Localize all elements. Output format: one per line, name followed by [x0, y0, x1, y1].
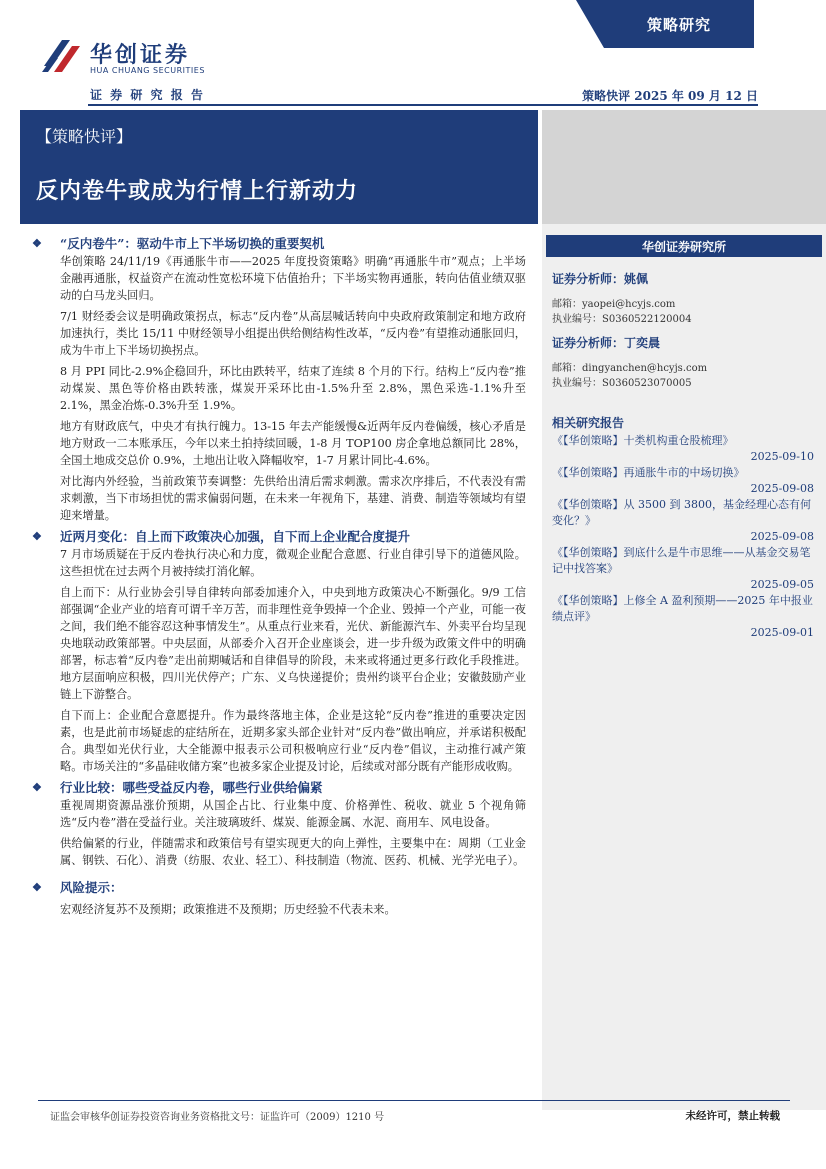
analyst-title: 证券分析师：姚佩 [552, 272, 649, 286]
company-name-en: HUA CHUANG SECURITIES [90, 66, 205, 75]
section-4 [32, 879, 526, 918]
related-reports-heading: 相关研究报告 [552, 416, 625, 430]
section-heading: ❖ “反内卷牛”：驱动牛市上下半场切换的重要契机 [32, 236, 325, 251]
paragraph: 对比海内外经验，当前政策节奏调整：先供给出清后需求刺激。需求次序排后，不代表没有需求刺激，当下市场担忧的需求偏弱问题，在未来一年视角下，基建、消费、制造等领域均有望迎来增量。 [60, 475, 526, 522]
paragraph: 自上而下：从行业协会引导自律转向部委加速介入，中央到地方政策决心不断强化。9/9 工信部强调“企业产业的培育可谓千辛万苦，而非理性竞争毁掉一个企业、毁掉一个产业，可能一夜之间，我们绝不能容忍这种事情发生”。从重点行业来看，光伏、新能源汽车、外卖平台均呈现央地联动政策部署。中央层面，从部委介入召开企业座谈会，进一步升级为政策文件中的明确部署，标志着“反内卷”走出前期喊话和自律倡导的阶段，未来或将通过更多行政化手段推进。地方层面响应积极，四川光伏停产；广东、义乌快递提价；贵州约谈平台企业；安徽鼓励产业链上下游整合。 [60, 586, 526, 701]
paragraph: 自下而上：企业配合意愿提升。作为最终落地主体，企业是这轮“反内卷”推进的重要决定因素，也是此前市场疑虑的症结所在，近期多家头部企业针对“反内卷”做出响应，并承诺积极配合。典型如光伏行业，大全能源中报表示公司积极响应行业“反内卷”倡议，主动推行减产策略。市场关注的“多晶硅收储方案”也被多家企业提及讨论，后续或对部分既有产能形成收购。 [60, 709, 526, 773]
report-type-label: 证 券 研 究 报 告 [90, 88, 205, 102]
category-tab: 策略研究 [604, 0, 754, 48]
paragraph: 7/1 财经委会议是明确政策拐点，标志“反内卷”从高层喊话转向中央政府政策制定和地方政府加速执行，类比 15/11 中财经领导小组提出供给侧结构性改革，“反内卷”有望推动通胀回归，成为牛市上下半场切换拐点。 [60, 310, 526, 357]
paragraph: 供给偏紧的行业，伴随需求和政策信号有望实现更大的向上弹性，主要集中在：周期（工业金属、钢铁、石化）、消费（纺服、农业、轻工）、科技制造（物流、医药、机械、光学光电子）。 [60, 837, 526, 867]
diamond-bullet-icon: ❖ [32, 237, 42, 250]
header-divider [88, 104, 758, 106]
related-report-date: 2025-09-08 [750, 482, 814, 495]
section-3 [32, 779, 526, 869]
paragraph: 华创策略 24/11/19《再通胀牛市——2025 年度投资策略》明确“再通胀牛市”观点；上半场金融再通胀，权益资产在流动性宽松环境下估值抬升；下半场实物再通胀，转向估值业绩双驱动的白马龙头回归。 [60, 255, 526, 302]
related-report-link[interactable]: 《【华创策略】十类机构重仓股梳理》 [552, 434, 734, 447]
institute-label: 华创证券研究所 [546, 235, 822, 257]
footer-copyright: 未经许可，禁止转载 [685, 1110, 780, 1122]
paragraph: 地方有财政底气，中央才有执行魄力。13-15 年去产能缓慢&近两年反内卷偏缓，核心矛盾是地方财政一二本账承压，今年以来土拍持续回暖，1-8 月 TOP100 房企拿地总额同比 28%，全国土地成交总价 0.9%，土地出让收入降幅收窄，1-7 月累计同比-4.6%。 [60, 420, 526, 467]
diamond-bullet-icon: ❖ [32, 530, 42, 543]
section-2 [32, 528, 526, 775]
company-logo-icon [40, 36, 82, 76]
related-report-link[interactable]: 《【华创策略】从 3500 到 3800，基金经理心态有何变化？》 [552, 498, 811, 527]
related-report-date: 2025-09-05 [750, 578, 814, 591]
analyst-email-link[interactable]: yaopei@hcyjs.com [582, 299, 676, 310]
diamond-bullet-icon: ❖ [32, 781, 42, 794]
footer-license: 证监会审核华创证券投资咨询业务资格批文号：证监许可（2009）1210 号 [50, 1112, 385, 1123]
analyst-email-row: 邮箱：dingyanchen@hcyjs.com [552, 363, 708, 374]
related-report-date: 2025-09-08 [750, 530, 814, 543]
related-report-link[interactable]: 《【华创策略】再通胀牛市的中场切换》 [552, 466, 745, 479]
analyst-block [552, 270, 814, 327]
paragraph: 重视周期资源品涨价预期，从国企占比、行业集中度、价格弹性、税收、就业 5 个视角筛选“反内卷”潜在受益行业。关注玻璃玻纤、煤炭、能源金属、水泥、商用车、风电设备。 [60, 799, 526, 829]
paragraph: 8 月 PPI 同比-2.9%企稳回升，环比由跌转平，结束了连续 8 个月的下行。结构上“反内卷”推动煤炭、黑色等价格由跌转涨，煤炭开采环比由-1.5%升至 2.8%，黑色采选-1.1%升至 2.1%，黑金冶炼-0.3%升至 1.9%。 [60, 365, 526, 412]
paragraph: 7 月市场质疑在于反内卷执行决心和力度，微观企业配合意愿、行业自律引导下的道德风险。这些担忧在过去两个月被持续打消化解。 [60, 548, 526, 578]
section-heading: ❖ 行业比较：哪些受益反内卷，哪些行业供给偏紧 [32, 780, 323, 795]
section-heading: ❖ 风险提示： [32, 880, 123, 895]
analyst-email-row: 邮箱：yaopei@hcyjs.com [552, 299, 676, 310]
related-report-date: 2025-09-10 [750, 450, 814, 463]
analyst-email-link[interactable]: dingyanchen@hcyjs.com [582, 363, 708, 374]
banner-tag: 【策略快评】 [36, 127, 133, 146]
paragraph: 宏观经济复苏不及预期；政策推进不及预期；历史经验不代表未来。 [60, 903, 396, 916]
sidebar-top-block [542, 110, 826, 224]
related-report-link[interactable]: 《【华创策略】到底什么是牛市思维——从基金交易笔记中找答案》 [552, 546, 811, 575]
related-report-link[interactable]: 《【华创策略】上修全 A 盈利预期——2025 年中报业绩点评》 [552, 594, 813, 623]
company-name-cn: 华创证券 [90, 43, 191, 68]
diamond-bullet-icon: ❖ [32, 881, 42, 894]
analyst-license-row: 执业编号：S0360523070005 [552, 378, 692, 389]
section-heading: ❖ 近两月变化：自上而下政策决心加强，自下而上企业配合度提升 [32, 529, 411, 544]
page-title: 反内卷牛或成为行情上行新动力 [36, 178, 359, 204]
analyst-title: 证券分析师：丁奕晨 [552, 336, 661, 350]
related-reports [552, 414, 814, 641]
related-report-date: 2025-09-01 [750, 626, 814, 639]
footer-divider [38, 1100, 790, 1101]
section-1 [32, 235, 526, 524]
main-content [32, 233, 526, 922]
analyst-block [552, 334, 814, 391]
analyst-license-row: 执业编号：S0360522120004 [552, 314, 692, 325]
report-date: 策略快评 2025 年 09 月 12 日 [582, 89, 758, 103]
